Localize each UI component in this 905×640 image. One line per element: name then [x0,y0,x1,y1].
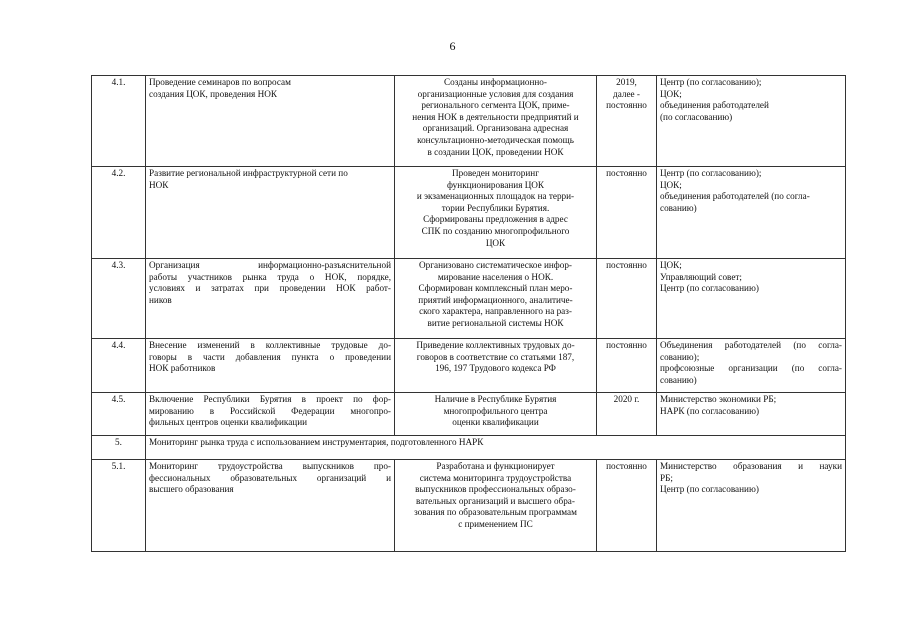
action-plan-table [91,75,846,552]
executors: Объединения работодателей (по согла- сованию); профсоюзные организации (по согла- сованию) [657,339,846,393]
row-number: 4.4. [92,339,146,393]
expected-result: Организовано систематическое инфор- мирование населения о НОК. Сформирован комплексный план меро- приятий информационного, аналитиче- ского характера, направленного на раз- витие региональной системы НОК [395,259,597,339]
table-row [92,167,846,259]
activity-name: Проведение семинаров по вопросам создания ЦОК, проведения НОК [146,76,395,167]
deadline: постоянно [597,167,657,259]
deadline: постоянно [597,259,657,339]
deadline: 2019, далее - постоянно [597,76,657,167]
expected-result: Созданы информационно- организационные условия для создания регионального сегмента ЦОК, приме- нения НОК в деятельности предприятий и организаций. Организована адресная консультационно-методическая помощь в создании ЦОК, проведении НОК [395,76,597,167]
activity-name: Внесение изменений в коллективные трудовые до- говоры в части добавления пункта о проведении НОК работников [146,339,395,393]
executors: Центр (по согласованию); ЦОК; объединения работодателей (по согла- сованию) [657,167,846,259]
section-number: 5. [92,436,146,460]
executors: ЦОК; Управляющий совет; Центр (по согласованию) [657,259,846,339]
expected-result: Приведение коллективных трудовых до- говоров в соответствие со статьями 187, 196, 197 Трудового кодекса РФ [395,339,597,393]
executors: Центр (по согласованию); ЦОК; объединения работодателей (по согласованию) [657,76,846,167]
section-title: Мониторинг рынка труда с использованием инструментария, подготовленного НАРК [146,436,846,460]
deadline: 2020 г. [597,393,657,436]
table-row [92,393,846,436]
activity-name: Развитие региональной инфраструктурной сети по НОК [146,167,395,259]
table-row [92,460,846,552]
page-number: 6 [449,39,456,53]
row-number: 4.5. [92,393,146,436]
table-row [92,339,846,393]
executors: Министерство экономики РБ; НАРК (по согласованию) [657,393,846,436]
row-number: 4.3. [92,259,146,339]
expected-result: Разработана и функционирует система мониторинга трудоустройства выпускников профессиональных образо- вательных организаций и высшего обра- зования по образовательным программам с применением ПС [395,460,597,552]
executors: Министерство образования и науки РБ; Центр (по согласованию) [657,460,846,552]
section-row [92,436,846,460]
activity-name: Организация информационно-разъяснительной работы участников рынка труда о НОК, порядке, условиях и затратах при проведении НОК работ- ников [146,259,395,339]
expected-result: Проведен мониторинг функционирования ЦОК и экзаменационных площадок на терри- тории Республики Бурятия. Сформированы предложения в адрес СПК по созданию многопрофильного ЦОК [395,167,597,259]
row-number: 4.2. [92,167,146,259]
table-row [92,259,846,339]
activity-name: Включение Республики Бурятия в проект по фор- мированию в Российской Федерации многопро- фильных центров оценки квалификации [146,393,395,436]
deadline: постоянно [597,460,657,552]
row-number: 5.1. [92,460,146,552]
activity-name: Мониторинг трудоустройства выпускников про- фессиональных образовательных организаций и высшего образования [146,460,395,552]
expected-result: Наличие в Республике Бурятия многопрофильного центра оценки квалификации [395,393,597,436]
deadline: постоянно [597,339,657,393]
table-row [92,76,846,167]
row-number: 4.1. [92,76,146,167]
